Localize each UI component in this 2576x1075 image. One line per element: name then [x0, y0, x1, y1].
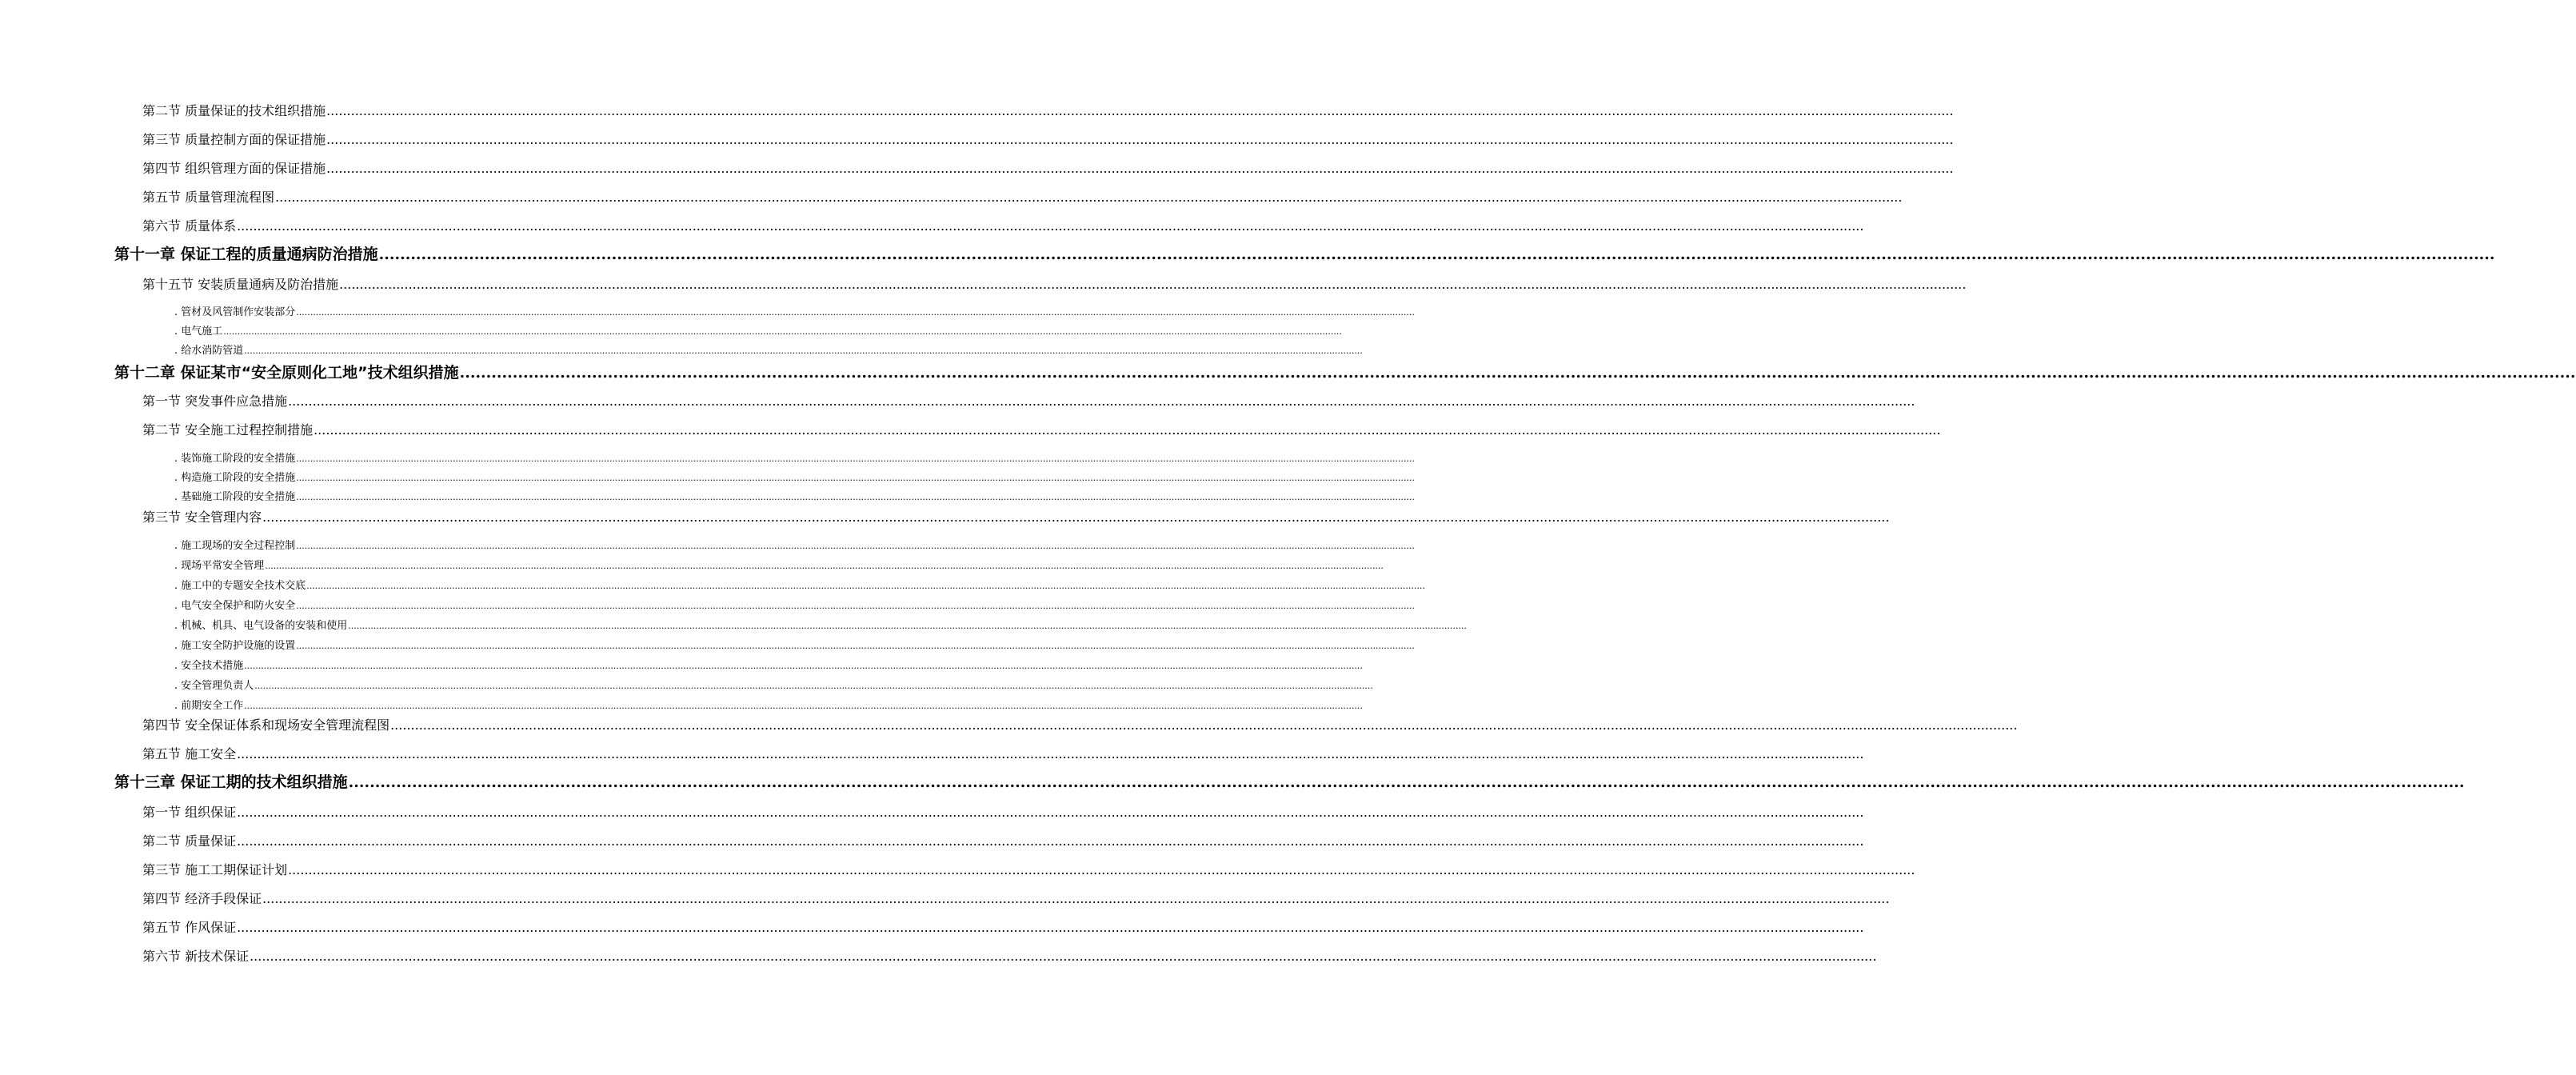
toc-text: 第一节 组织保证: [142, 805, 237, 820]
toc-chapter[interactable]: [114, 242, 2495, 264]
toc-text: 第十三章 保证工期的技术组织措施: [114, 773, 348, 791]
toc-leader: ................................................................................................................................................................................................................................................................................................................................................................................................................: [262, 891, 1890, 906]
toc-leader: ................................................................................................................................................................................................................................................................................................................................................................................................................: [237, 746, 1864, 761]
toc-text: 第四节 组织管理方面的保证措施: [142, 161, 326, 176]
toc-text: . 电气安全保护和防火安全: [174, 600, 296, 612]
toc-leader: ................................................................................................................................................................................................................................................................................................................................................................................................................: [296, 641, 1415, 651]
toc-leader: ................................................................................................................................................................................................................................................................................................................................................................................................................: [288, 862, 1915, 877]
toc-item[interactable]: [174, 322, 1342, 338]
toc-leader: ................................................................................................................................................................................................................................................................................................................................................................................................................: [339, 277, 1967, 292]
toc-leader: ................................................................................................................................................................................................................................................................................................................................................................................................................: [265, 561, 1384, 571]
toc-text: . 施工安全防护设施的设置: [174, 640, 296, 652]
toc-text: . 装饰施工阶段的安全措施: [174, 453, 296, 465]
toc-text: . 安全技术措施: [174, 660, 244, 672]
toc-leader: ................................................................................................................................................................................................................................................................................................................................................................................................................: [378, 246, 2495, 263]
toc-leader: ................................................................................................................................................................................................................................................................................................................................................................................................................: [244, 661, 1363, 671]
toc-text: . 施工中的专题安全技术交底: [174, 580, 306, 592]
toc-leader: ................................................................................................................................................................................................................................................................................................................................................................................................................: [326, 103, 1954, 118]
toc-section[interactable]: [142, 158, 1954, 177]
toc-leader: ................................................................................................................................................................................................................................................................................................................................................................................................................: [275, 190, 1903, 205]
toc-leader: ................................................................................................................................................................................................................................................................................................................................................................................................................: [314, 422, 1941, 438]
toc-text: 第四节 经济手段保证: [142, 891, 262, 906]
toc-leader: ................................................................................................................................................................................................................................................................................................................................................................................................................: [390, 717, 2018, 733]
toc-section[interactable]: [142, 101, 1954, 119]
toc-item[interactable]: [174, 637, 1415, 652]
toc-section[interactable]: [142, 130, 1954, 148]
toc-section[interactable]: [142, 889, 1890, 907]
toc-text: 第二节 质量保证: [142, 833, 237, 849]
toc-section[interactable]: [142, 946, 1877, 965]
toc-item[interactable]: [174, 537, 1415, 552]
toc-leader: ................................................................................................................................................................................................................................................................................................................................................................................................................: [244, 346, 1363, 356]
toc-text: . 施工现场的安全过程控制: [174, 540, 296, 552]
toc-text: . 管材及风管制作安装部分: [174, 306, 296, 318]
toc-section[interactable]: [142, 187, 1903, 206]
toc-section[interactable]: [142, 507, 1890, 526]
toc-leader: ................................................................................................................................................................................................................................................................................................................................................................................................................: [250, 949, 1877, 964]
toc-section[interactable]: [142, 274, 1967, 293]
toc-text: 第二节 质量保证的技术组织措施: [142, 103, 326, 118]
toc-text: 第三节 质量控制方面的保证措施: [142, 132, 326, 147]
toc-section[interactable]: [142, 715, 2018, 733]
toc-item[interactable]: [174, 303, 1415, 318]
toc-leader: ................................................................................................................................................................................................................................................................................................................................................................................................................: [306, 581, 1425, 591]
toc-section[interactable]: [142, 744, 1864, 762]
toc-item[interactable]: [174, 342, 1363, 357]
toc-chapter[interactable]: [114, 361, 2576, 382]
toc-text: 第五节 质量管理流程图: [142, 190, 275, 205]
toc-leader: ................................................................................................................................................................................................................................................................................................................................................................................................................: [254, 681, 1373, 691]
toc-text: 第十五节 安装质量通病及防治措施: [142, 277, 339, 292]
toc-leader: ................................................................................................................................................................................................................................................................................................................................................................................................................: [237, 920, 1864, 935]
toc-leader: ................................................................................................................................................................................................................................................................................................................................................................................................................: [237, 833, 1864, 849]
toc-section[interactable]: [142, 831, 1864, 849]
toc-leader: ................................................................................................................................................................................................................................................................................................................................................................................................................: [288, 394, 1915, 409]
toc-leader: ................................................................................................................................................................................................................................................................................................................................................................................................................: [237, 805, 1864, 820]
toc-text: 第十二章 保证某市“安全原则化工地”技术组织措施: [114, 364, 459, 382]
toc-leader: ................................................................................................................................................................................................................................................................................................................................................................................................................: [296, 492, 1415, 502]
toc-text: . 现场平常安全管理: [174, 560, 265, 572]
toc-leader: ................................................................................................................................................................................................................................................................................................................................................................................................................: [244, 701, 1363, 711]
toc-item[interactable]: [174, 677, 1373, 692]
toc-item[interactable]: [174, 450, 1415, 465]
toc-leader: ................................................................................................................................................................................................................................................................................................................................................................................................................: [262, 510, 1890, 525]
toc-leader: ................................................................................................................................................................................................................................................................................................................................................................................................................: [326, 132, 1954, 147]
toc-leader: ................................................................................................................................................................................................................................................................................................................................................................................................................: [326, 161, 1954, 176]
toc-leader: ................................................................................................................................................................................................................................................................................................................................................................................................................: [296, 454, 1415, 464]
toc-section[interactable]: [142, 860, 1915, 878]
toc-text: . 前期安全工作: [174, 700, 244, 712]
toc-item[interactable]: [174, 469, 1415, 484]
toc-text: . 安全管理负责人: [174, 680, 254, 692]
toc-text: . 给水消防管道: [174, 345, 244, 357]
toc-leader: ................................................................................................................................................................................................................................................................................................................................................................................................................: [459, 364, 2576, 382]
toc-text: . 基础施工阶段的安全措施: [174, 491, 296, 503]
toc-item[interactable]: [174, 577, 1425, 592]
toc-item[interactable]: [174, 488, 1415, 503]
toc-leader: ................................................................................................................................................................................................................................................................................................................................................................................................................: [348, 773, 2465, 791]
toc-leader: ................................................................................................................................................................................................................................................................................................................................................................................................................: [296, 541, 1415, 551]
toc-text: 第十一章 保证工程的质量通病防治措施: [114, 246, 378, 263]
toc-text: 第一节 突发事件应急措施: [142, 394, 288, 409]
toc-text: 第五节 作风保证: [142, 920, 237, 935]
toc-section[interactable]: [142, 420, 1941, 438]
toc-leader: ................................................................................................................................................................................................................................................................................................................................................................................................................: [296, 473, 1415, 483]
toc-section[interactable]: [142, 216, 1864, 234]
toc-section[interactable]: [142, 917, 1864, 936]
toc-section[interactable]: [142, 802, 1864, 821]
toc-chapter[interactable]: [114, 770, 2465, 792]
toc-text: 第六节 质量体系: [142, 218, 237, 234]
toc-text: . 电气施工: [174, 326, 223, 338]
toc-leader: ................................................................................................................................................................................................................................................................................................................................................................................................................: [237, 218, 1864, 234]
toc-text: 第四节 安全保证体系和现场安全管理流程图: [142, 717, 390, 733]
toc-leader: ................................................................................................................................................................................................................................................................................................................................................................................................................: [296, 601, 1415, 611]
toc-text: . 构造施工阶段的安全措施: [174, 472, 296, 484]
toc-text: 第二节 安全施工过程控制措施: [142, 422, 314, 438]
toc-text: . 机械、机具、电气设备的安装和使用: [174, 620, 348, 632]
toc-text: 第五节 施工安全: [142, 746, 237, 761]
toc-item[interactable]: [174, 617, 1467, 632]
toc-leader: ................................................................................................................................................................................................................................................................................................................................................................................................................: [296, 307, 1415, 318]
toc-item[interactable]: [174, 557, 1384, 572]
toc-text: 第三节 施工工期保证计划: [142, 862, 288, 877]
toc-item[interactable]: [174, 697, 1363, 712]
toc-item[interactable]: [174, 657, 1363, 672]
toc-text: 第六节 新技术保证: [142, 949, 250, 964]
toc-leader: ................................................................................................................................................................................................................................................................................................................................................................................................................: [223, 326, 1342, 337]
toc-text: 第三节 安全管理内容: [142, 510, 262, 525]
toc-item[interactable]: [174, 597, 1415, 612]
toc-section[interactable]: [142, 391, 1915, 410]
toc-leader: ................................................................................................................................................................................................................................................................................................................................................................................................................: [348, 621, 1467, 631]
